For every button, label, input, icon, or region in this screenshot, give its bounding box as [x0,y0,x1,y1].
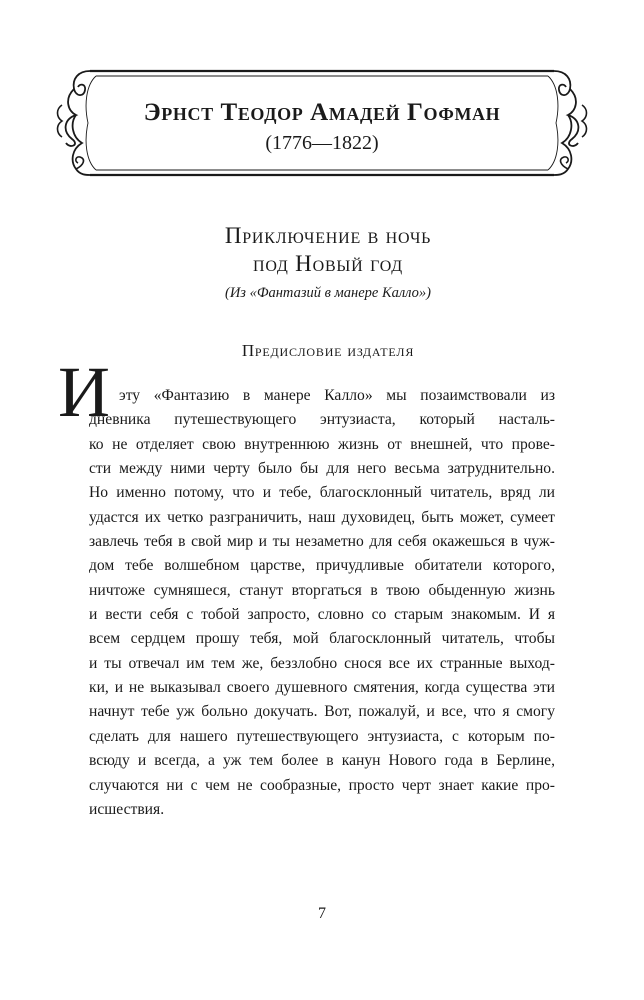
author-years: (1776—1822) [265,132,379,154]
body-line: Но именно потому, что и тебе, благосклонный читатель, вряд ли [89,484,555,502]
page-number: 7 [318,905,326,922]
body-line: сделать для нашего путешествующего энтузиаста, с которым по- [89,727,555,745]
story-subtitle: (Из «Фантазий в манере Калло») [224,285,431,301]
body-line: ничтоже сумняшеся, станут вторгаться в твою обыденную жизнь [89,581,555,599]
body-line: ко не отделяет свою внутреннюю жизнь от внешней, что прове- [89,435,555,453]
body-line: и ты отвечал им тем же, беззлобно снося все их странные выход- [89,654,555,672]
body-line: ки, и не выказывал своего душевного смятения, когда существа эти [89,679,555,697]
body-line: эту «Фантазию в манере Калло» мы позаимствовали из [119,387,555,404]
story-title [140,222,516,278]
body-line: завлечь тебя в свой мир и ты незаметно для себя окажешься в чуж- [89,533,555,551]
author-name: Эрнст Теодор Амадей Гофман [143,99,501,126]
body-line: всюду и всегда, а уж тем более в канун Нового года в Берлине, [89,752,555,770]
preface-body [89,384,555,822]
body-line: дневника путешествующего энтузиаста, который насталь- [89,411,555,429]
story-title-line-1: Приключение в ночь [224,223,432,248]
body-line: исшествия. [89,800,165,818]
body-line: дом тебе волшебном царстве, причудливые обитатели которого, [89,557,555,575]
preface-heading: Предисловие издателя [241,341,415,360]
body-line: всем сердцем прошу тебя, мой благосклонный читатель, чтобы [89,630,555,648]
body-line: случаются ни с чем не сообразные, просто черт знает какие про- [89,776,555,794]
body-line: сти между ними черту было бы для него весьма затруднительно. [89,460,555,478]
story-title-line-2: под Новый год [253,251,403,276]
body-line: удастся их четко разграничить, наш духовидец, быть может, сумеет [89,508,555,526]
body-line: начнут тебе уж больно докучать. Вот, пожалуй, и все, что я смогу [89,703,555,721]
drop-cap: И [58,352,110,432]
body-line: и вести себя с тобой запросто, словно со старым знакомым. И я [89,606,555,624]
